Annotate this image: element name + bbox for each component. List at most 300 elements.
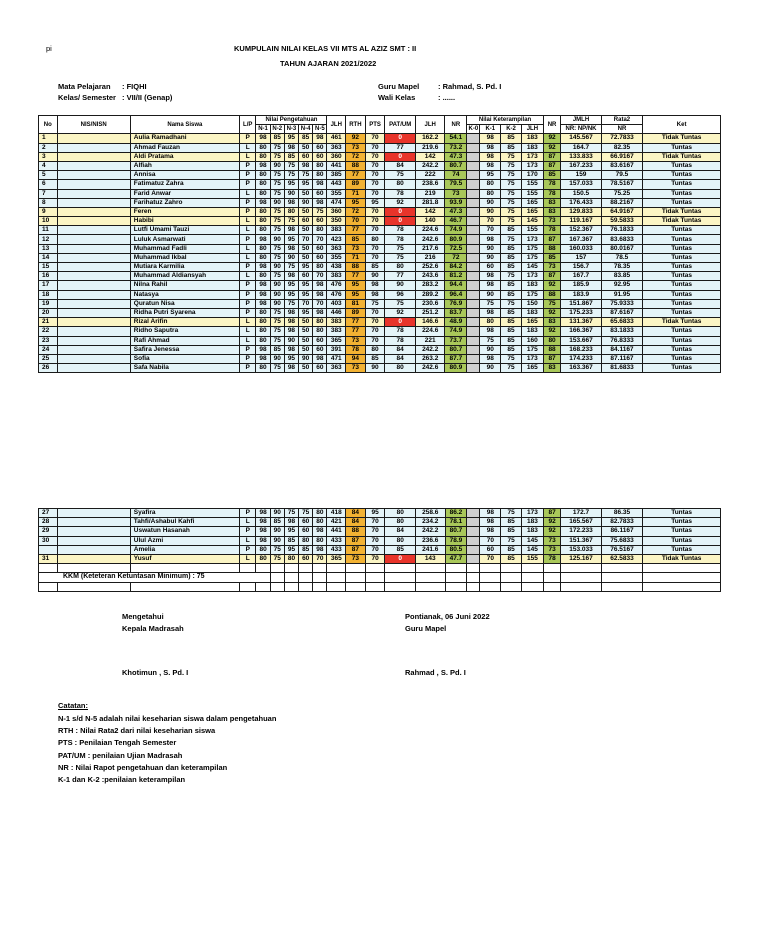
- row-pts: 90: [365, 272, 385, 281]
- row-nr: 74.9: [445, 226, 467, 235]
- row-k1: 98: [480, 235, 501, 244]
- row-k0: [467, 244, 480, 253]
- row-pts: 98: [365, 290, 385, 299]
- row-k2: 75: [501, 180, 522, 189]
- row-ket: Tidak Tuntas: [643, 318, 721, 327]
- table-row: [39, 180, 721, 189]
- row-jlh3: 165: [521, 207, 543, 216]
- row-k1: 60: [480, 545, 501, 554]
- row-n4: 95: [299, 281, 313, 290]
- row-n3: 98: [284, 364, 298, 373]
- col-nis: NIS/NISN: [57, 116, 130, 134]
- row-nis: [57, 299, 130, 308]
- row-rata: 92.95: [601, 281, 643, 290]
- row-nr2: 78: [543, 554, 560, 563]
- row-jlh2: 146.6: [415, 318, 445, 327]
- note-line: NR : Nilai Rapot pengetahuan dan keterampilan: [58, 762, 228, 772]
- row-nr2: 87: [543, 354, 560, 363]
- col-keterampilan: Nilai Keterampilan: [467, 116, 544, 125]
- row-n3: 95: [284, 545, 298, 554]
- row-name: Ahmad Fauzan: [130, 143, 239, 152]
- row-nr2: 92: [543, 143, 560, 152]
- row-k1: 60: [480, 263, 501, 272]
- row-pat: 80: [385, 364, 416, 373]
- row-nr2: 73: [543, 536, 560, 545]
- row-name: Amelia: [130, 545, 239, 554]
- row-ket: Tuntas: [643, 281, 721, 290]
- row-k2: 75: [501, 198, 522, 207]
- row-jmlh: 151.367: [561, 536, 601, 545]
- row-n2: 75: [270, 244, 284, 253]
- table-row: [39, 509, 721, 518]
- row-pat: 80: [385, 536, 416, 545]
- row-jlh: 350: [327, 217, 346, 226]
- table-row: [39, 518, 721, 527]
- row-nis: [57, 134, 130, 143]
- row-n4: 80: [299, 536, 313, 545]
- row-pts: 70: [365, 226, 385, 235]
- row-rth: 73: [346, 364, 366, 373]
- row-n2: 85: [270, 345, 284, 354]
- row-jmlh: 153.033: [561, 545, 601, 554]
- row-n1: 80: [256, 171, 270, 180]
- row-nis: [57, 281, 130, 290]
- col-ket: Ket: [643, 116, 721, 134]
- note-line: N-1 s/d N-5 adalah nilai keseharian siswa dalam pengetahuan: [58, 714, 277, 723]
- row-k1: 98: [480, 527, 501, 536]
- row-n3: 85: [284, 536, 298, 545]
- row-rth: 87: [346, 545, 366, 554]
- row-k2: 75: [501, 272, 522, 281]
- row-jlh: 365: [327, 336, 346, 345]
- row-pat: 75: [385, 299, 416, 308]
- row-nr: 47.7: [445, 554, 467, 563]
- row-n4: 50: [299, 327, 313, 336]
- row-pat: 77: [385, 272, 416, 281]
- blank-cell: [467, 582, 480, 591]
- row-k1: 75: [480, 299, 501, 308]
- row-pts: 70: [365, 161, 385, 170]
- row-n2: 85: [270, 134, 284, 143]
- row-nis: [57, 345, 130, 354]
- row-no: 8: [39, 198, 58, 207]
- row-n5: 60: [313, 152, 327, 161]
- row-nis: [57, 207, 130, 216]
- row-n4: 50: [299, 244, 313, 253]
- row-n5: 98: [313, 308, 327, 317]
- row-k1: 98: [480, 509, 501, 518]
- place-date: Pontianak, 06 Juni 2022: [405, 612, 490, 621]
- row-jlh2: 243.6: [415, 272, 445, 281]
- row-k1: 98: [480, 281, 501, 290]
- row-nr2: 78: [543, 189, 560, 198]
- teacher-value: : Rahmad, S. Pd. I: [438, 82, 502, 91]
- row-gender: L: [240, 189, 256, 198]
- row-n1: 80: [256, 272, 270, 281]
- row-k0: [467, 152, 480, 161]
- row-n5: 70: [313, 554, 327, 563]
- row-k1: 98: [480, 308, 501, 317]
- row-n4: 60: [299, 217, 313, 226]
- row-n3: 75: [284, 217, 298, 226]
- blank-cell: [543, 564, 560, 573]
- row-nr2: 85: [543, 253, 560, 262]
- row-jlh2: 140: [415, 217, 445, 226]
- row-rata: 83.1833: [601, 327, 643, 336]
- row-nr2: 88: [543, 244, 560, 253]
- row-k2: 75: [501, 509, 522, 518]
- homeroom-value: : ......: [438, 93, 456, 102]
- row-no: 26: [39, 364, 58, 373]
- row-name: Nilna Rahil: [130, 281, 239, 290]
- row-k0: [467, 364, 480, 373]
- row-jlh2: 216: [415, 253, 445, 262]
- row-n1: 98: [256, 290, 270, 299]
- col-n5: N-5: [313, 125, 327, 134]
- row-k0: [467, 207, 480, 216]
- table-row: [39, 308, 721, 317]
- table-row: [39, 272, 721, 281]
- table-row: [39, 290, 721, 299]
- row-jlh: 441: [327, 527, 346, 536]
- row-rata: 81.6833: [601, 364, 643, 373]
- col-jmlh-sub: NR: NP/NK: [561, 125, 601, 134]
- row-gender: P: [240, 509, 256, 518]
- row-n2: 90: [270, 354, 284, 363]
- row-k0: [467, 263, 480, 272]
- blank-cell: [365, 573, 385, 582]
- row-n3: 98: [284, 143, 298, 152]
- row-pts: 70: [365, 554, 385, 563]
- row-jlh: 476: [327, 290, 346, 299]
- row-ket: Tidak Tuntas: [643, 134, 721, 143]
- row-k2: 75: [501, 161, 522, 170]
- row-no: 7: [39, 189, 58, 198]
- row-pts: 70: [365, 527, 385, 536]
- row-jlh2: 242.6: [415, 235, 445, 244]
- row-nr: 72.5: [445, 244, 467, 253]
- row-jlh3: 173: [521, 272, 543, 281]
- blank-cell: [284, 564, 298, 573]
- row-nr: 81.2: [445, 272, 467, 281]
- row-pat: 75: [385, 244, 416, 253]
- row-no: 1: [39, 134, 58, 143]
- row-jmlh: 174.233: [561, 354, 601, 363]
- row-jlh3: 183: [521, 143, 543, 152]
- row-pat: 75: [385, 253, 416, 262]
- row-name: Tahfi/Ashabul Kahfi: [130, 518, 239, 527]
- row-n2: 75: [270, 318, 284, 327]
- row-n4: 50: [299, 364, 313, 373]
- row-nis: [57, 198, 130, 207]
- blank-cell: [270, 573, 284, 582]
- row-jmlh: 119.167: [561, 217, 601, 226]
- row-n3: 98: [284, 198, 298, 207]
- blank-cell: [270, 564, 284, 573]
- row-jlh3: 183: [521, 134, 543, 143]
- table-row: [39, 189, 721, 198]
- row-rth: 77: [346, 272, 366, 281]
- row-nis: [57, 518, 130, 527]
- blank-cell: [284, 573, 298, 582]
- row-nr: 74.9: [445, 327, 467, 336]
- row-n4: 95: [299, 180, 313, 189]
- row-n5: 98: [313, 290, 327, 299]
- row-k1: 98: [480, 152, 501, 161]
- row-name: Alfiah: [130, 161, 239, 170]
- row-n2: 75: [270, 272, 284, 281]
- row-k0: [467, 354, 480, 363]
- row-no: 4: [39, 161, 58, 170]
- row-gender: P: [240, 299, 256, 308]
- row-n2: 90: [270, 290, 284, 299]
- row-rth: 72: [346, 207, 366, 216]
- row-rata: 82.7833: [601, 518, 643, 527]
- row-no: 17: [39, 281, 58, 290]
- row-rth: 77: [346, 171, 366, 180]
- row-jlh: 476: [327, 281, 346, 290]
- row-pat: 84: [385, 354, 416, 363]
- row-n5: 70: [313, 272, 327, 281]
- row-gender: P: [240, 527, 256, 536]
- row-ket: Tuntas: [643, 161, 721, 170]
- row-rata: 75.6833: [601, 536, 643, 545]
- row-jlh: 433: [327, 536, 346, 545]
- row-rth: 88: [346, 161, 366, 170]
- row-nr2: 75: [543, 299, 560, 308]
- row-k1: 98: [480, 272, 501, 281]
- row-ket: Tidak Tuntas: [643, 152, 721, 161]
- row-jlh: 360: [327, 207, 346, 216]
- acknowledged-label: Mengetahui: [122, 612, 164, 621]
- row-k2: 85: [501, 336, 522, 345]
- row-gender: L: [240, 217, 256, 226]
- table-row: [39, 226, 721, 235]
- row-rth: 88: [346, 527, 366, 536]
- blank-cell: [57, 564, 130, 573]
- col-no: No: [39, 116, 58, 134]
- row-name: Safira Jenessa: [130, 345, 239, 354]
- row-n4: 60: [299, 518, 313, 527]
- row-pts: 80: [365, 235, 385, 244]
- row-k0: [467, 253, 480, 262]
- row-nis: [57, 226, 130, 235]
- row-k2: 75: [501, 354, 522, 363]
- row-name: Aulia Ramadhani: [130, 134, 239, 143]
- blank-cell: [270, 582, 284, 591]
- row-jlh3: 165: [521, 364, 543, 373]
- row-rata: 79.5: [601, 171, 643, 180]
- row-rth: 89: [346, 180, 366, 189]
- col-n4: N-4: [299, 125, 313, 134]
- row-name: Safa Nabila: [130, 364, 239, 373]
- table-row: [39, 354, 721, 363]
- col-jmlh: JMLH: [561, 116, 601, 125]
- row-nr: 87.7: [445, 354, 467, 363]
- row-pts: 70: [365, 207, 385, 216]
- col-pengetahuan: Nilai Pengetahuan: [256, 116, 327, 125]
- kkm-row: [39, 573, 721, 582]
- row-jmlh: 153.667: [561, 336, 601, 345]
- row-ket: Tuntas: [643, 272, 721, 281]
- row-ket: Tuntas: [643, 263, 721, 272]
- row-n3: 95: [284, 527, 298, 536]
- row-rata: 59.5833: [601, 217, 643, 226]
- col-pts: PTS: [365, 116, 385, 134]
- row-k1: 98: [480, 143, 501, 152]
- row-k1: 80: [480, 189, 501, 198]
- row-ket: Tuntas: [643, 509, 721, 518]
- blank-cell: [313, 564, 327, 573]
- row-n1: 80: [256, 226, 270, 235]
- row-n3: 98: [284, 518, 298, 527]
- row-n4: 95: [299, 290, 313, 299]
- row-jlh2: 242.2: [416, 527, 446, 536]
- row-k1: 90: [480, 207, 501, 216]
- row-nr2: 92: [543, 527, 560, 536]
- row-ket: Tuntas: [643, 536, 721, 545]
- row-n1: 80: [256, 554, 270, 563]
- row-pts: 70: [365, 336, 385, 345]
- row-jmlh: 172.233: [561, 527, 601, 536]
- row-nr2: 87: [543, 235, 560, 244]
- row-n1: 80: [256, 318, 270, 327]
- row-jlh2: 252.6: [415, 263, 445, 272]
- row-n5: 80: [313, 226, 327, 235]
- row-jlh3: 173: [521, 152, 543, 161]
- row-pat: 0: [385, 554, 416, 563]
- row-rata: 86.35: [601, 509, 643, 518]
- row-ket: Tuntas: [643, 180, 721, 189]
- row-gender: P: [240, 345, 256, 354]
- row-nis: [57, 235, 130, 244]
- row-n2: 75: [270, 545, 284, 554]
- grades-table: [38, 115, 721, 373]
- row-pat: 80: [385, 509, 416, 518]
- row-rata: 62.5833: [601, 554, 643, 563]
- class-label: Kelas/ Semester: [58, 93, 116, 102]
- note-line: RTH : Nilai Rata2 dari nilai keseharian siswa: [58, 726, 216, 736]
- row-ket: Tuntas: [643, 171, 721, 180]
- row-k2: 85: [501, 527, 522, 536]
- row-nis: [57, 189, 130, 198]
- row-n1: 98: [256, 527, 270, 536]
- row-rata: 87.6167: [601, 308, 643, 317]
- blank-cell: [385, 582, 416, 591]
- blank-cell: [521, 564, 543, 573]
- blank-cell: [57, 582, 130, 591]
- row-n3: 75: [284, 263, 298, 272]
- row-n2: 90: [270, 299, 284, 308]
- row-nis: [57, 272, 130, 281]
- row-rata: 78.5167: [601, 180, 643, 189]
- homeroom-label: Wali Kelas: [378, 93, 416, 102]
- row-jlh2: 283.2: [415, 281, 445, 290]
- row-n1: 98: [256, 536, 270, 545]
- row-gender: P: [240, 308, 256, 317]
- row-jlh3: 175: [521, 345, 543, 354]
- row-jlh3: 175: [521, 253, 543, 262]
- row-rth: 73: [346, 554, 366, 563]
- row-k2: 75: [501, 364, 522, 373]
- row-pts: 70: [365, 253, 385, 262]
- row-k2: 75: [501, 217, 522, 226]
- row-jmlh: 157: [561, 253, 601, 262]
- row-gender: L: [240, 554, 256, 563]
- row-no: 24: [39, 345, 58, 354]
- row-rata: 83.85: [601, 272, 643, 281]
- row-nr2: 73: [543, 545, 560, 554]
- table-row: [39, 536, 721, 545]
- row-pts: 70: [365, 143, 385, 152]
- row-jlh2: 258.6: [416, 509, 446, 518]
- row-jmlh: 172.7: [561, 509, 601, 518]
- blank-cell: [480, 564, 501, 573]
- row-rth: 95: [346, 290, 366, 299]
- row-jlh: 433: [327, 545, 346, 554]
- row-n3: 95: [284, 180, 298, 189]
- row-k2: 85: [501, 318, 522, 327]
- row-jlh2: 224.6: [415, 327, 445, 336]
- row-no: 10: [39, 217, 58, 226]
- row-k0: [467, 226, 480, 235]
- row-no: 23: [39, 336, 58, 345]
- row-no: 6: [39, 180, 58, 189]
- row-n2: 75: [270, 207, 284, 216]
- row-k1: 75: [480, 336, 501, 345]
- row-n1: 80: [256, 152, 270, 161]
- col-k0: K-0: [468, 126, 479, 133]
- row-k2: 85: [501, 143, 522, 152]
- row-k0: [467, 536, 480, 545]
- col-k2: K-2: [501, 125, 522, 134]
- row-n4: 50: [299, 207, 313, 216]
- row-nr2: 73: [543, 263, 560, 272]
- grades-table-continued: [38, 508, 721, 592]
- row-n1: 98: [256, 134, 270, 143]
- row-k0: [467, 235, 480, 244]
- row-no: 22: [39, 327, 58, 336]
- row-nr: 78.9: [445, 536, 467, 545]
- blank-cell: [327, 564, 346, 573]
- row-jmlh: 133.833: [561, 152, 601, 161]
- row-jlh3: 145: [521, 217, 543, 226]
- blank-cell: [501, 573, 522, 582]
- row-jmlh: 166.367: [561, 327, 601, 336]
- col-nr: NR: [445, 116, 467, 134]
- row-jlh2: 222: [415, 171, 445, 180]
- row-n3: 98: [284, 272, 298, 281]
- row-nr: 73.2: [445, 143, 467, 152]
- row-rata: 83.6167: [601, 161, 643, 170]
- headmaster-label: Kepala Madrasah: [122, 624, 184, 633]
- row-n3: 98: [284, 308, 298, 317]
- row-rata: 65.6833: [601, 318, 643, 327]
- row-gender: P: [240, 290, 256, 299]
- row-n4: 50: [299, 143, 313, 152]
- row-k1: 95: [480, 171, 501, 180]
- row-pts: 70: [365, 217, 385, 226]
- row-jmlh: 159: [561, 171, 601, 180]
- row-jmlh: 175.233: [561, 308, 601, 317]
- row-gender: P: [240, 134, 256, 143]
- row-jlh3: 170: [521, 171, 543, 180]
- row-n1: 80: [256, 143, 270, 152]
- row-k2: 85: [501, 554, 522, 563]
- row-jlh3: 160: [521, 336, 543, 345]
- blank-cell: [365, 582, 385, 591]
- blank-cell: [643, 573, 721, 582]
